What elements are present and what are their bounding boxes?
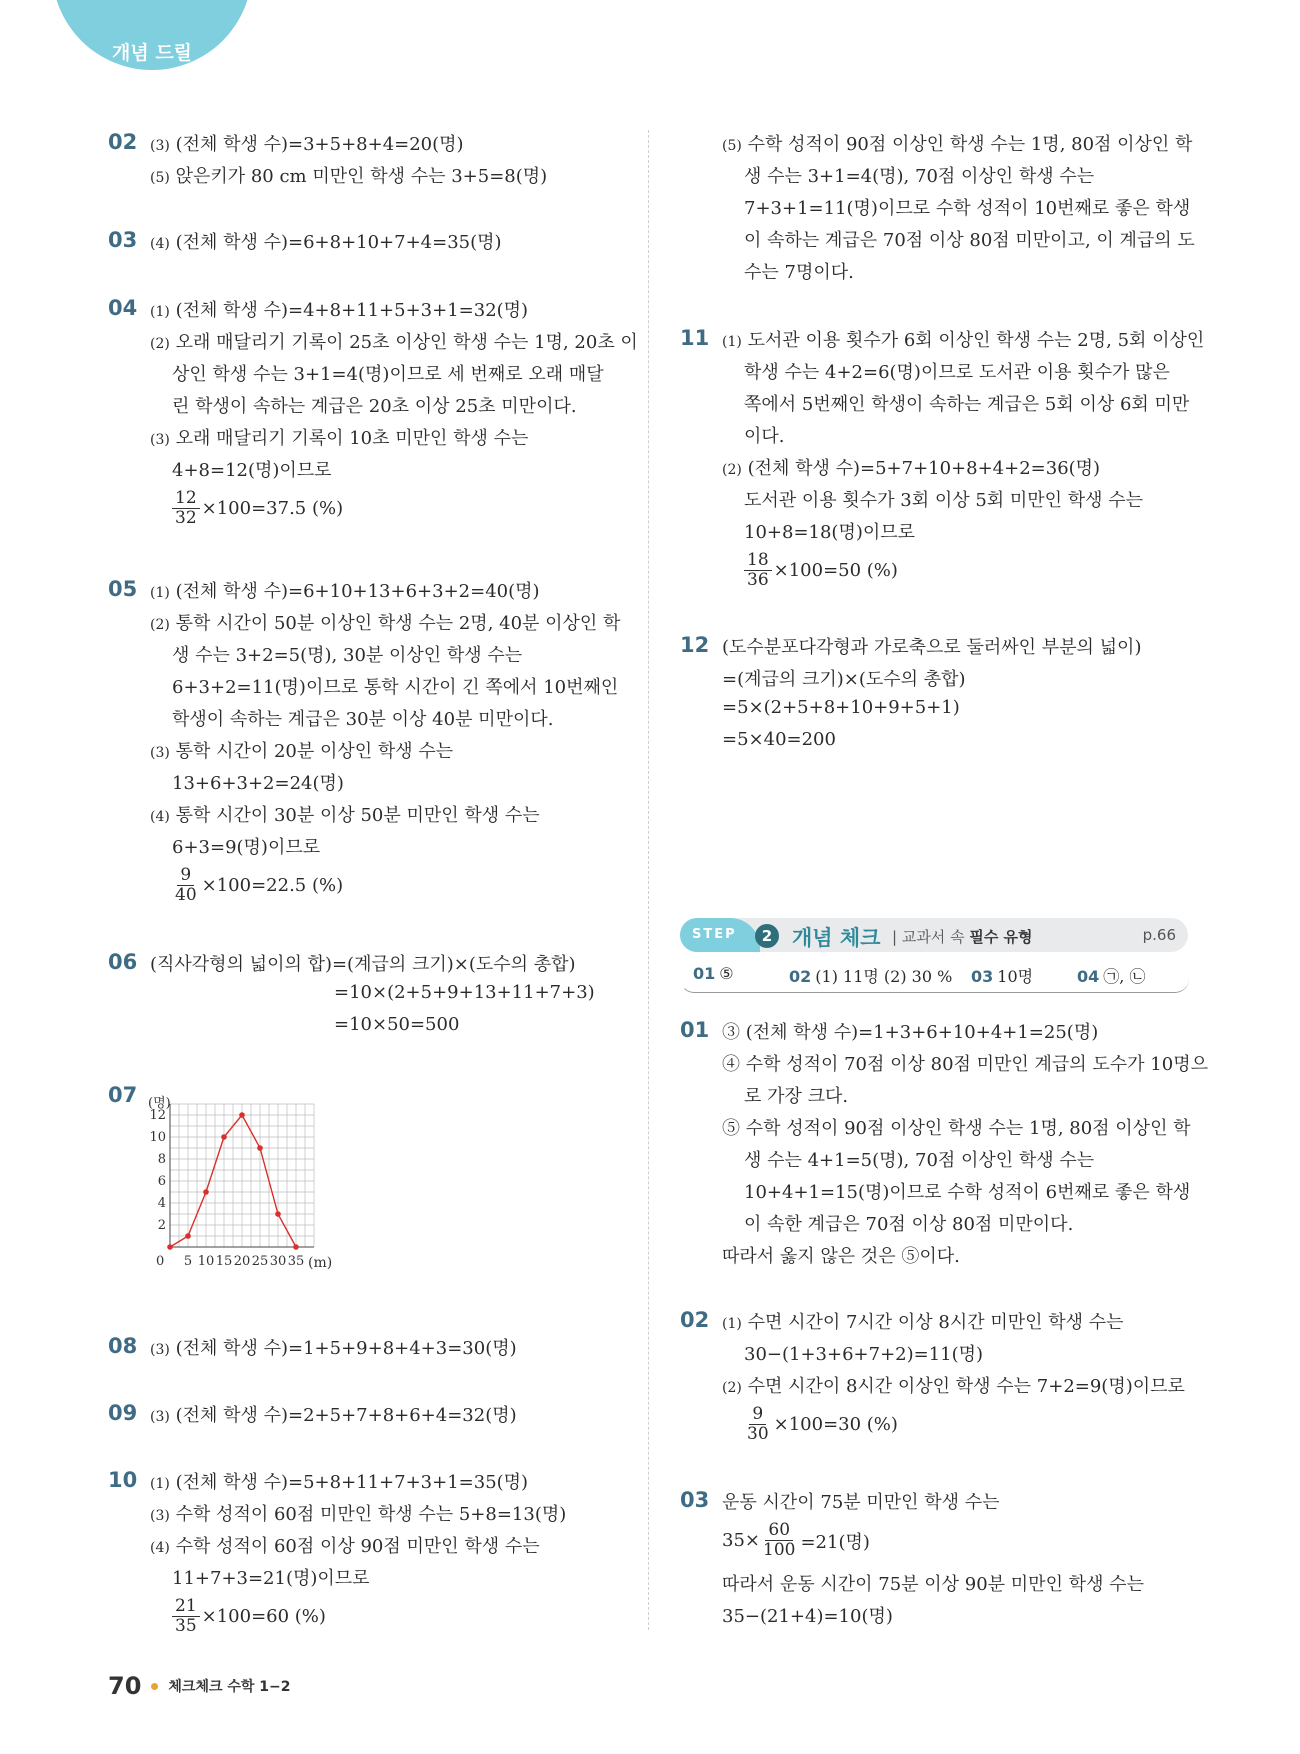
- x-tick-label: 30: [269, 1254, 287, 1269]
- fraction-expression: 35× $\frac{60}{100}$ =21(명): [722, 1520, 870, 1560]
- x-tick-label: 0: [156, 1254, 165, 1269]
- data-point: [221, 1134, 227, 1140]
- data-point: [275, 1211, 281, 1217]
- solution-line: (2) 수면 시간이 8시간 이상인 학생 수는 7+2=9(명)이므로: [722, 1376, 1185, 1397]
- solution-line: 이 속한 계급은 70점 이상 80점 미만이다.: [744, 1214, 1074, 1235]
- frequency-polygon-chart: [148, 1095, 358, 1280]
- answer-item: 03 10명: [971, 967, 1034, 986]
- chart-svg: [148, 1095, 358, 1275]
- solution-line: (2) (전체 학생 수)=5+7+10+8+4+2=36(명): [722, 458, 1101, 479]
- solution-line: 10+8=18(명)이므로: [744, 522, 916, 543]
- solution-line: (직사각형의 넓이의 합)=(계급의 크기)×(도수의 총합): [150, 954, 576, 975]
- fraction-expression: $\frac{21}{35}$ ×100=60 (%): [172, 1597, 326, 1636]
- solution-line: (1) 도서관 이용 횟수가 6회 이상인 학생 수는 2명, 5회 이상인: [722, 330, 1205, 351]
- problem-number: 07: [108, 1083, 138, 1107]
- problem-number: 02: [108, 130, 138, 154]
- solution-line: 생 수는 4+1=5(명), 70점 이상인 학생 수는: [744, 1150, 1095, 1171]
- solution-line: =5×40=200: [722, 729, 836, 750]
- solution-line: 이 속하는 계급은 70점 이상 80점 미만이고, 이 계급의 도: [744, 230, 1195, 251]
- data-point: [167, 1244, 173, 1250]
- solution-line: 이다.: [744, 426, 785, 447]
- problem-number: 10: [108, 1468, 138, 1492]
- data-point: [239, 1112, 245, 1118]
- step-number: 2: [755, 924, 779, 948]
- solution-line: (3) (전체 학생 수)=3+5+8+4=20(명): [150, 134, 464, 155]
- step-page-ref: p.66: [1142, 926, 1176, 944]
- problem-number: 12: [680, 633, 710, 657]
- solution-line: ④ 수학 성적이 70점 이상 80점 미만인 계급의 도수가 10명으: [722, 1054, 1208, 1075]
- data-point: [257, 1145, 263, 1151]
- solution-line: 생 수는 3+1=4(명), 70점 이상인 학생 수는: [744, 166, 1095, 187]
- solution-line: (1) (전체 학생 수)=4+8+11+5+3+1=32(명): [150, 300, 529, 321]
- solution-line: 13+6+3+2=24(명): [172, 773, 344, 794]
- solution-line: (2) 통학 시간이 50분 이상인 학생 수는 2명, 40분 이상인 학: [150, 613, 621, 634]
- problem-number: 05: [108, 577, 138, 601]
- solution-line: 학생이 속하는 계급은 30분 이상 40분 미만이다.: [172, 709, 554, 730]
- solution-line: (4) 수학 성적이 60점 이상 90점 미만인 학생 수는: [150, 1536, 540, 1557]
- solution-line: (3) 오래 매달리기 기록이 10초 미만인 학생 수는: [150, 428, 529, 449]
- x-axis-label: (m): [308, 1255, 333, 1271]
- x-tick-label: 35: [287, 1254, 305, 1269]
- x-tick-label: 5: [183, 1254, 193, 1269]
- data-point: [203, 1189, 209, 1195]
- solution-line: 운동 시간이 75분 미만인 학생 수는: [722, 1492, 1000, 1513]
- solution-line: 따라서 운동 시간이 75분 이상 90분 미만인 학생 수는: [722, 1574, 1144, 1595]
- solution-line: (3) (전체 학생 수)=2+5+7+8+6+4=32(명): [150, 1405, 517, 1426]
- solution-line: (3) (전체 학생 수)=1+5+9+8+4+3=30(명): [150, 1338, 517, 1359]
- step-2-concept-check: [680, 918, 1188, 998]
- solution-line: (3) 통학 시간이 20분 이상인 학생 수는: [150, 741, 454, 762]
- data-point: [185, 1233, 191, 1239]
- solution-line: 10+4+1=15(명)이므로 수학 성적이 6번째로 좋은 학생: [744, 1182, 1191, 1203]
- y-tick-label: 10: [149, 1130, 166, 1145]
- step-title: 개념 체크: [792, 926, 881, 950]
- y-tick-label: 2: [157, 1218, 166, 1233]
- solution-line: 6+3+2=11(명)이므로 통학 시간이 긴 쪽에서 10번째인: [172, 677, 619, 698]
- problem-number: 02: [680, 1308, 710, 1332]
- solution-line: =10×50=500: [334, 1014, 460, 1035]
- solution-line: 4+8=12(명)이므로: [172, 460, 332, 481]
- x-tick-label: 20: [233, 1254, 251, 1269]
- answer-summary-row: [680, 958, 1189, 993]
- x-tick-label: 25: [251, 1254, 269, 1269]
- x-tick-label: 15: [215, 1254, 233, 1269]
- solution-line: 학생 수는 4+2=6(명)이므로 도서관 이용 횟수가 많은: [744, 362, 1170, 383]
- fraction-expression: $\frac{9}{40}$ ×100=22.5 (%): [175, 865, 344, 905]
- problem-number: 01: [680, 1018, 710, 1042]
- y-tick-label: 6: [157, 1174, 166, 1189]
- solution-line: 생 수는 3+2=5(명), 30분 이상인 학생 수는: [172, 645, 523, 666]
- solution-line: =10×(2+5+9+13+11+7+3): [334, 982, 595, 1003]
- problem-number: 03: [680, 1488, 710, 1512]
- solution-line: (5) 앉은키가 80 cm 미만인 학생 수는 3+5=8(명): [150, 166, 548, 187]
- problem-number: 09: [108, 1401, 138, 1425]
- page-number: 70: [108, 1672, 142, 1700]
- solution-line: ③ (전체 학생 수)=1+3+6+10+4+1=25(명): [722, 1022, 1099, 1043]
- solution-line: (도수분포다각형과 가로축으로 둘러싸인 부분의 넓이): [722, 637, 1142, 658]
- solution-line: (4) 통학 시간이 30분 이상 50분 미만인 학생 수는: [150, 805, 540, 826]
- solution-line: 린 학생이 속하는 계급은 20초 이상 25초 미만이다.: [172, 396, 577, 417]
- solution-line: 30−(1+3+6+7+2)=11(명): [744, 1344, 984, 1365]
- solution-line: (2) 오래 매달리기 기록이 25초 이상인 학생 수는 1명, 20초 이: [150, 332, 638, 353]
- problem-number: 08: [108, 1334, 138, 1358]
- solution-line: 도서관 이용 횟수가 3회 이상 5회 미만인 학생 수는: [744, 490, 1144, 511]
- solution-line: ⑤ 수학 성적이 90점 이상인 학생 수는 1명, 80점 이상인 학: [722, 1118, 1191, 1139]
- fraction-expression: $\frac{9}{30}$ ×100=30 (%): [747, 1404, 898, 1444]
- problem-number: 04: [108, 296, 138, 320]
- solution-line: (1) (전체 학생 수)=5+8+11+7+3+1=35(명): [150, 1472, 529, 1493]
- page-footer: [108, 1672, 291, 1700]
- solution-line: 수는 7명이다.: [744, 262, 854, 283]
- solution-line: 6+3=9(명)이므로: [172, 837, 321, 858]
- fraction-expression: $\frac{12}{32}$ ×100=37.5 (%): [172, 489, 343, 528]
- solution-line: (5) 수학 성적이 90점 이상인 학생 수는 1명, 80점 이상인 학: [722, 134, 1193, 155]
- solution-line: 상인 학생 수는 3+1=4(명)이므로 세 번째로 오래 매달: [172, 364, 604, 385]
- column-divider: [648, 130, 649, 1630]
- problem-number: 11: [680, 326, 710, 350]
- solution-line: =5×(2+5+8+10+9+5+1): [722, 697, 960, 718]
- y-tick-label: 8: [157, 1152, 166, 1167]
- header-tab-label: 개념 드릴: [112, 42, 193, 64]
- problem-number: 03: [108, 228, 138, 252]
- answer-item: 02 (1) 11명 (2) 30 %: [789, 967, 953, 986]
- x-tick-label: 10: [197, 1254, 215, 1269]
- solution-line: 로 가장 크다.: [744, 1086, 849, 1107]
- problem-number: 06: [108, 950, 138, 974]
- solution-line: (1) (전체 학생 수)=6+10+13+6+3+2=40(명): [150, 581, 540, 602]
- solution-line: (3) 수학 성적이 60점 미만인 학생 수는 5+8=13(명): [150, 1504, 567, 1525]
- footer-dot: [151, 1683, 158, 1690]
- solution-line: 쪽에서 5번째인 학생이 속하는 계급은 5회 이상 6회 미만: [744, 394, 1190, 415]
- solution-line: =(계급의 크기)×(도수의 총합): [722, 669, 966, 690]
- y-tick-label: 4: [157, 1196, 166, 1211]
- data-point: [293, 1244, 299, 1250]
- solution-line: (4) (전체 학생 수)=6+8+10+7+4=35(명): [150, 232, 502, 253]
- y-axis-label: (명): [148, 1096, 171, 1111]
- y-tick-label: 12: [149, 1108, 166, 1123]
- solution-line: 35−(21+4)=10(명): [722, 1606, 893, 1627]
- answer-item: 04 ㉠, ㉡: [1077, 967, 1146, 986]
- answer-item: 01 ⑤: [693, 964, 734, 983]
- step-label: STEP: [692, 927, 737, 942]
- step-subtitle: | 교과서 속 필수 유형: [892, 928, 1033, 946]
- solution-line: (1) 수면 시간이 7시간 이상 8시간 미만인 학생 수는: [722, 1312, 1124, 1333]
- solution-line: 11+7+3=21(명)이므로: [172, 1568, 370, 1589]
- fraction-expression: $\frac{18}{36}$ ×100=50 (%): [744, 551, 898, 590]
- solution-line: 7+3+1=11(명)이므로 수학 성적이 10번째로 좋은 학생: [744, 198, 1191, 219]
- book-title: 체크체크 수학 1−2: [168, 1679, 291, 1695]
- solution-line: 따라서 옳지 않은 것은 ⑤이다.: [722, 1246, 960, 1267]
